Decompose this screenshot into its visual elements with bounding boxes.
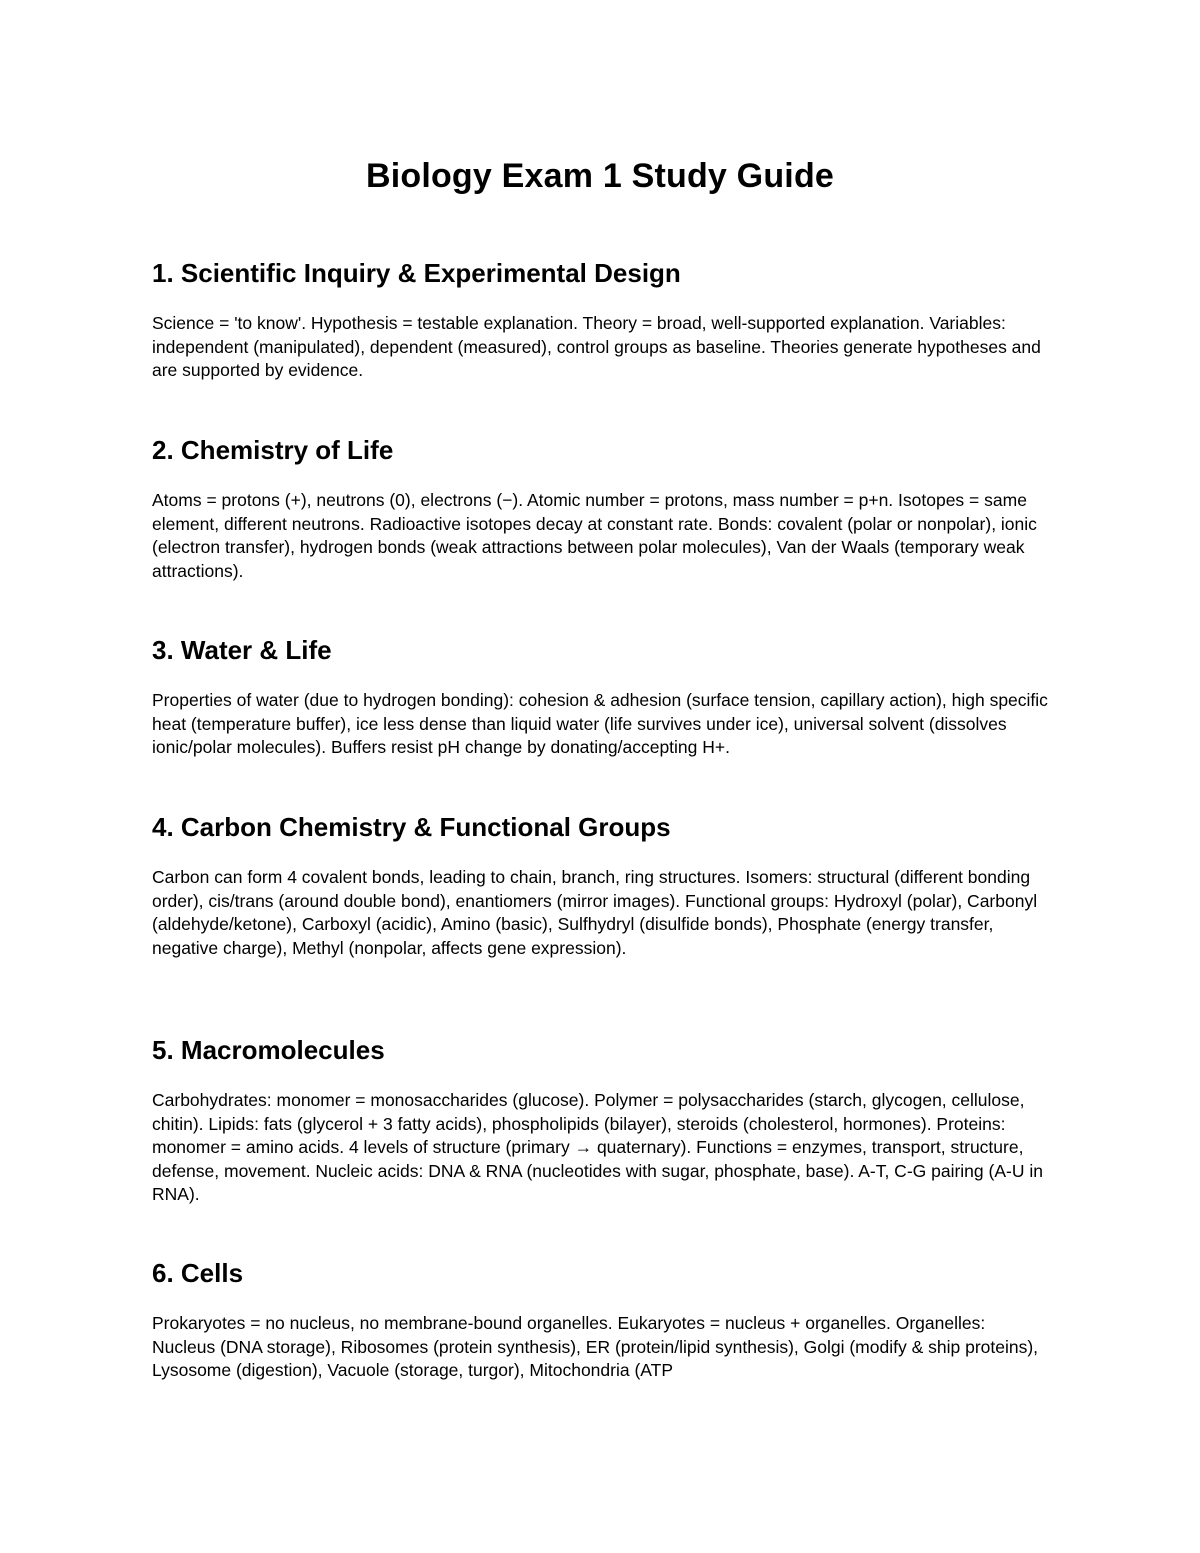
section-heading: 4. Carbon Chemistry & Functional Groups: [152, 812, 671, 842]
section-heading: 6. Cells: [152, 1258, 244, 1288]
section-water-and-life: [152, 633, 1052, 760]
section-heading: 1. Scientific Inquiry & Experimental Design: [152, 258, 681, 288]
section-heading: 2. Chemistry of Life: [152, 435, 394, 465]
section-body: Science = 'to know'. Hypothesis = testable explanation. Theory = broad, well-supported explanation. Variables: independent (manipulated), dependent (measured), control groups as baseline. Theories generate hypotheses and are supported by evidence.: [152, 313, 1041, 380]
section-body: Carbohydrates: monomer = monosaccharides (glucose). Polymer = polysaccharides (starch, glycogen, cellulose, chitin). Lipids: fats (glycerol + 3 fatty acids), phospholipids (bilayer), steroids (cholesterol, hormones). Proteins: monomer = amino acids. 4 levels of structure (primary → quaternary). Functions = enzymes, transport, structure, defense, movement. Nucleic acids: DNA & RNA (nucleotides with sugar, phosphate, base). A-T, C-G pairing (A-U in RNA).: [152, 1090, 1043, 1204]
section-carbon-chemistry: [152, 810, 1052, 960]
section-body: Atoms = protons (+), neutrons (0), electrons (−). Atomic number = protons, mass number = p+n. Isotopes = same element, different neutrons. Radioactive isotopes decay at constant rate. Bonds: covalent (polar or nonpolar), ionic (electron transfer), hydrogen bonds (weak attractions between polar molecules), Van der Waals (temporary weak attractions).: [152, 490, 1037, 581]
document-title: Biology Exam 1 Study Guide: [365, 157, 835, 195]
section-heading: 3. Water & Life: [152, 635, 332, 665]
section-cells: [152, 1256, 1052, 1383]
section-macromolecules: [152, 1033, 1052, 1207]
section-body: Prokaryotes = no nucleus, no membrane-bound organelles. Eukaryotes = nucleus + organelles. Organelles: Nucleus (DNA storage), Ribosomes (protein synthesis), ER (protein/lipid synthesis), Golgi (modify & ship proteins), Lysosome (digestion), Vacuole (storage, turgor), Mitochondria (ATP: [152, 1313, 1039, 1380]
section-chemistry-of-life: [152, 433, 1052, 583]
section-body: Properties of water (due to hydrogen bonding): cohesion & adhesion (surface tension, capillary action), high specific heat (temperature buffer), ice less dense than liquid water (life survives under ice), universal solvent (dissolves ionic/polar molecules). Buffers resist pH change by donating/accepting H+.: [152, 690, 1048, 757]
section-heading: 5. Macromolecules: [152, 1035, 385, 1065]
section-body: Carbon can form 4 covalent bonds, leading to chain, branch, ring structures. Isomers: structural (different bonding order), cis/trans (around double bond), enantiomers (mirror images). Functional groups: Hydroxyl (polar), Carbonyl (aldehyde/ketone), Carboxyl (acidic), Amino (basic), Sulfhydryl (disulfide bonds), Phosphate (energy transfer, negative charge), Methyl (nonpolar, affects gene expression).: [152, 867, 1038, 958]
section-scientific-inquiry: [152, 256, 1052, 383]
